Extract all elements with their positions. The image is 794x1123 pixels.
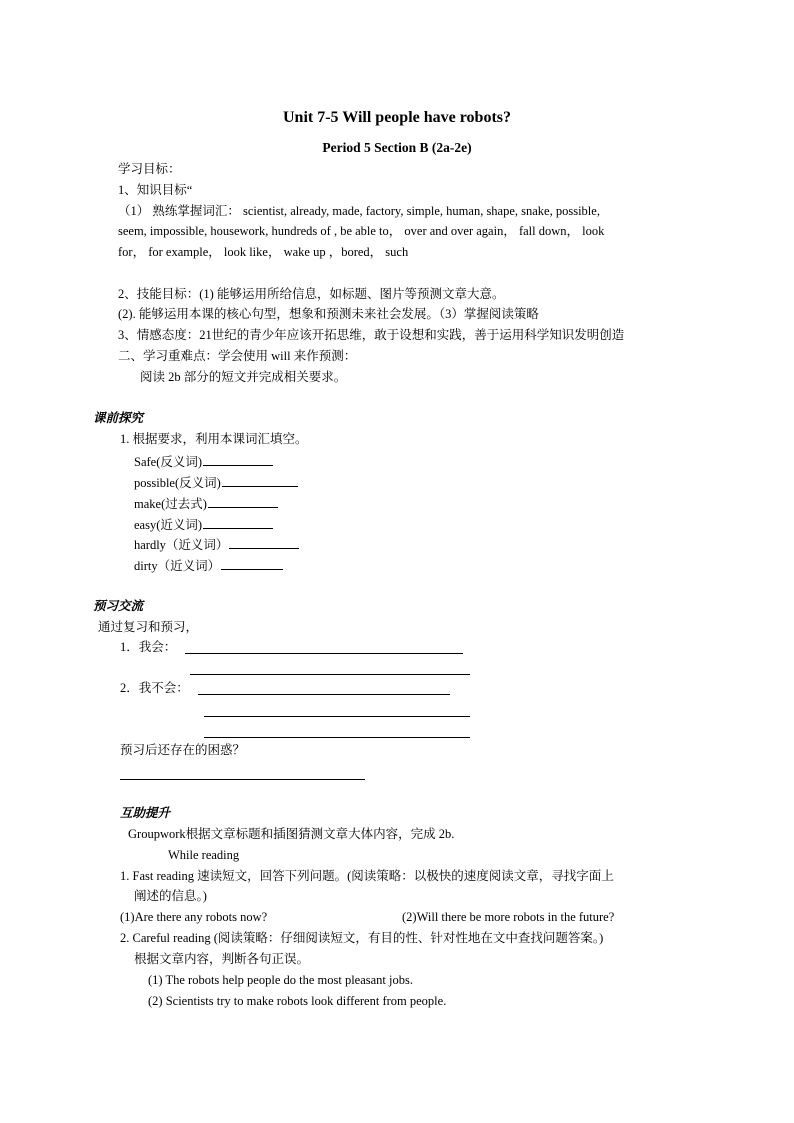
- statement-2: (2) Scientists try to make robots look different from people.: [148, 994, 447, 1008]
- fill-blank[interactable]: [203, 453, 273, 466]
- answer-line[interactable]: [120, 779, 365, 780]
- page-subtitle: Period 5 Section B (2a-2e): [322, 140, 472, 155]
- cannot-label: 2．我不会：: [120, 681, 189, 695]
- fill-item: Safe(反义词): [134, 453, 273, 470]
- mutual-heading: 互助提升: [120, 806, 171, 820]
- vocab-line-1: （1） 熟练掌握词汇： scientist, already, made, factory, simple, human, shape, snake, possible,: [118, 204, 600, 218]
- fill-item: dirty（近义词）: [134, 557, 283, 574]
- fill-item: make(过去式): [134, 495, 278, 512]
- groupwork-line: Groupwork根据文章标题和插图猜测文章大体内容，完成 2b.: [128, 827, 455, 841]
- preview-intro: 通过复习和预习，: [98, 620, 199, 634]
- answer-line[interactable]: [204, 737, 470, 738]
- skill-line-2: (2). 能够运用本课的核心句型，想象和预测未来社会发展。（3）掌握阅读策略: [118, 307, 539, 321]
- fill-blank[interactable]: [222, 474, 298, 487]
- careful-reading-line-1: 2. Careful reading (阅读策略：仔细阅读短文，有目的性、针对性地在文中查找问题答案。): [120, 931, 604, 945]
- question-2: (2)Will there be more robots in the future?: [402, 910, 615, 924]
- key-points-line: 二、学习重难点：学会使用 will 来作预测：: [118, 349, 357, 363]
- knowledge-heading: 1、知识目标“: [118, 183, 193, 197]
- question-1: (1)Are there any robots now?: [120, 910, 268, 924]
- answer-line[interactable]: [190, 674, 470, 675]
- skill-line-1: 2、技能目标：(1) 能够运用所给信息，如标题、图片等预测文章大意。: [118, 287, 505, 301]
- confusion-label: 预习后还存在的困惑？: [120, 743, 246, 757]
- vocab-line-2: seem, impossible, housework, hundreds of , be able to， over and over again， fall down， look: [118, 224, 605, 238]
- statement-1: (1) The robots help people do the most pleasant jobs.: [148, 973, 413, 987]
- page-title: Unit 7-5 Will people have robots?: [282, 109, 512, 126]
- preview-heading: 预习交流: [93, 599, 144, 613]
- reading-task-line: 阅读 2b 部分的短文并完成相关要求。: [140, 370, 347, 384]
- vocab-line-3: for， for example， look like， wake up ，bored， such: [118, 245, 409, 259]
- preclass-heading: 课前探究: [93, 411, 144, 425]
- fill-blank[interactable]: [208, 495, 278, 508]
- fill-blank[interactable]: [221, 557, 283, 570]
- careful-reading-line-2: 根据文章内容，判断各句正误。: [134, 952, 310, 966]
- preclass-instruction: 1. 根据要求，利用本课词汇填空。: [120, 432, 308, 446]
- fill-item: hardly（近义词）: [134, 536, 299, 553]
- fast-reading-line-2: 阐述的信息。): [134, 889, 207, 903]
- emotion-line: 3、情感态度：21世纪的青少年应该开拓思维，敢于设想和实践，善于运用科学知识发明创造: [118, 328, 625, 342]
- fill-item: easy(近义词): [134, 516, 273, 533]
- fill-blank[interactable]: [203, 516, 273, 529]
- objectives-heading: 学习目标：: [118, 162, 181, 176]
- answer-line[interactable]: [204, 716, 470, 717]
- fill-blank[interactable]: [229, 536, 299, 549]
- answer-line[interactable]: [185, 653, 463, 654]
- fill-item: possible(反义词): [134, 474, 298, 491]
- fast-reading-line-1: 1. Fast reading 速读短文，回答下列问题。(阅读策略：以极快的速度阅读文章，寻找字面上: [120, 869, 614, 883]
- while-reading: While reading: [168, 848, 240, 862]
- answer-line[interactable]: [198, 694, 450, 695]
- can-label: 1．我会：: [120, 640, 177, 654]
